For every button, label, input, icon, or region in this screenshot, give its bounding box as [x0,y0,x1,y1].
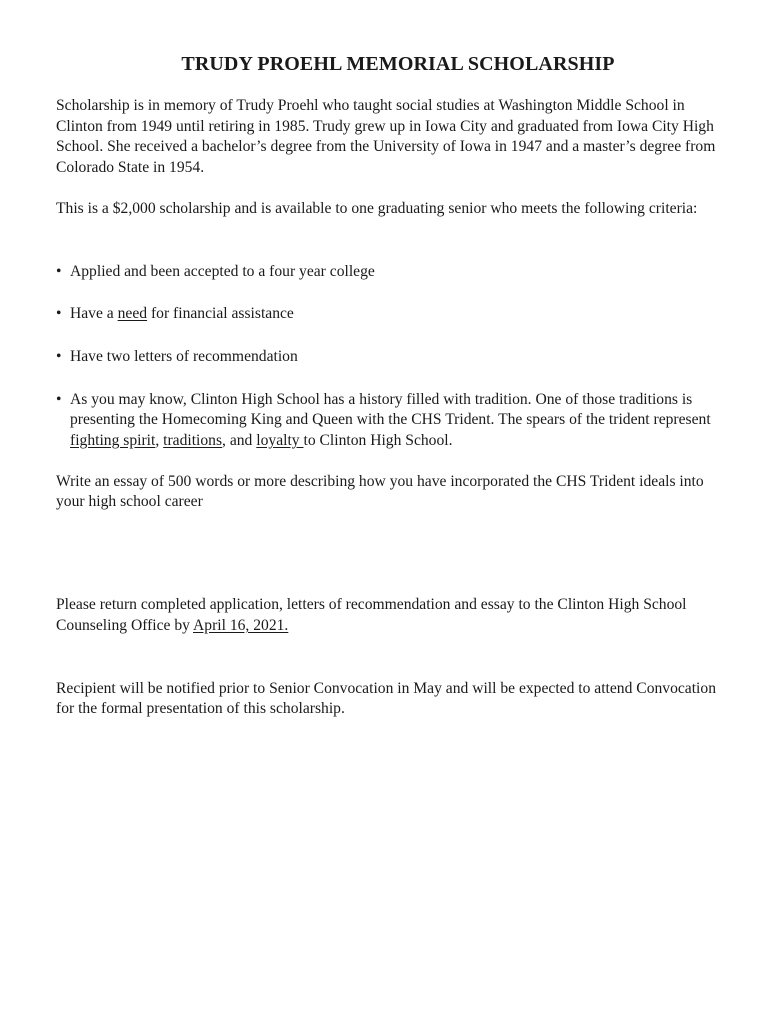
criteria-text: Have two letters of recommendation [70,347,298,365]
document-page [56,50,716,720]
bullet-icon: • [56,305,62,323]
bullet-icon: • [56,262,62,280]
criteria-list [56,262,716,452]
bullet-icon: • [56,390,62,408]
return-text: Please return completed application, letters of recommendation and essay to the Clinton High School Counseling Office by [56,596,687,634]
criteria-text-post: to Clinton High School. [303,432,453,450]
criteria-text-post: for financial assistance [147,305,294,323]
criteria-item-trident [56,390,716,452]
criteria-item-need [56,304,716,325]
underlined-loyalty: loyalty [256,432,304,450]
return-paragraph [56,595,716,636]
separator-text: , [155,432,164,450]
page-title: TRUDY PROEHL MEMORIAL SCHOLARSHIP [181,53,615,75]
recipient-paragraph: Recipient will be notified prior to Senior Convocation in May and will be expected to attend Convocation for the formal presentation of this scholarship. [56,679,716,718]
underlined-fighting-spirit: fighting spirit [70,432,156,450]
bullet-icon: • [56,347,62,365]
criteria-text-pre: Have a [70,305,118,323]
underlined-traditions: traditions [163,432,223,450]
criteria-item-letters [56,347,716,368]
amount-paragraph: This is a $2,000 scholarship and is available to one graduating senior who meets the following criteria: [56,199,698,217]
essay-paragraph: Write an essay of 500 words or more describing how you have incorporated the CHS Trident ideals into your high school career [56,472,704,511]
underlined-word-need: need [117,305,148,323]
criteria-text-pre: As you may know, Clinton High School has a history filled with tradition. One of those traditions is presenting the Homecoming King and Queen with the CHS Trident. The spears of the trident represent [70,390,711,429]
intro-paragraph: Scholarship is in memory of Trudy Proehl who taught social studies at Washington Middle School in Clinton from 1949 until retiring in 1985. Trudy grew up in Iowa City and graduated from Iowa City High School. She received a bachelor’s degree from the University of Iowa in 1947 and a master’s degree from Colorado State in 1954. [56,97,716,177]
deadline-date: April 16, 2021. [193,616,289,634]
separator-text: , and [222,432,257,450]
criteria-text: Applied and been accepted to a four year college [70,262,375,280]
criteria-item-college [56,262,716,283]
